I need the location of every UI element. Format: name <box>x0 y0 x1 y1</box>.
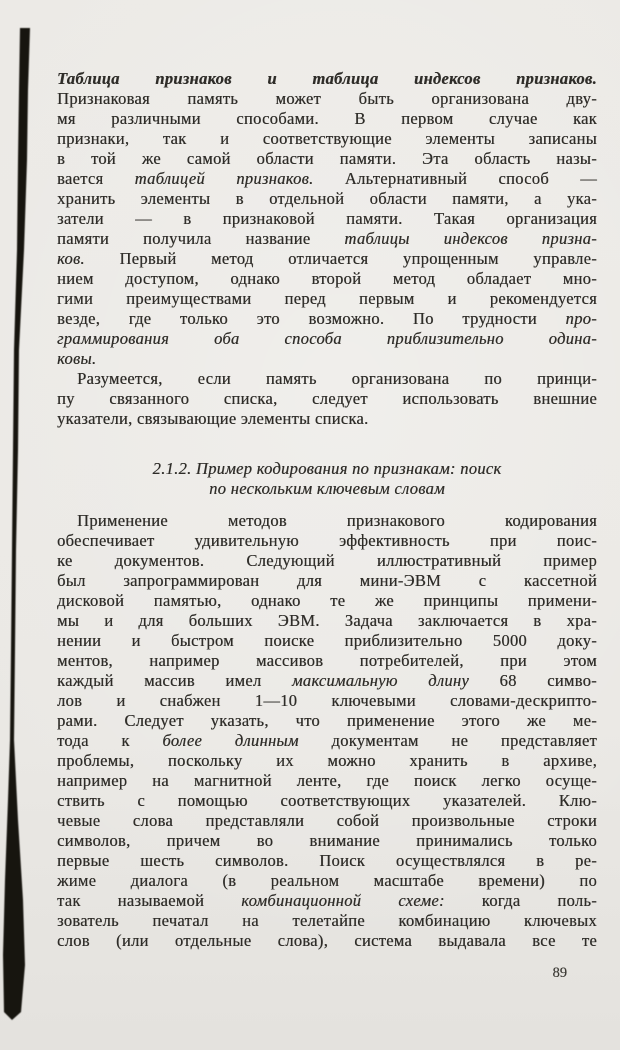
text-line <box>57 731 597 751</box>
text-line <box>57 711 597 731</box>
text-segment: Применение методов признакового кодирования <box>77 511 597 530</box>
text-segment: Альтернативный способ — <box>313 169 597 188</box>
text-line <box>57 249 597 269</box>
text-segment: слов (или отдельные слова), система выдавала все те <box>57 931 597 950</box>
text-segment: например на магнитной ленте, где поиск легко осуще- <box>57 771 597 790</box>
text-line <box>57 551 597 571</box>
text-line <box>57 771 597 791</box>
text-line <box>57 591 597 611</box>
text-line <box>57 209 597 229</box>
text-segment: ствить с помощью соответствующих указателей. Клю- <box>57 791 597 810</box>
text-segment: везде, где только это возможно. По трудности <box>57 309 566 328</box>
page-text-column <box>57 69 597 951</box>
heading-line <box>57 459 597 479</box>
book-gutter-shadow-icon <box>0 0 40 1050</box>
text-segment: ков. <box>57 249 85 268</box>
text-segment: ментов, например массивов потребителей, при этом <box>57 651 597 670</box>
text-segment: максимальную длину <box>291 671 469 690</box>
text-segment: дисковой памятью, однако те же принципы примени- <box>57 591 597 610</box>
text-segment: Первый метод отличается упрощенным управле- <box>84 249 597 268</box>
text-segment: затели — в признаковой памяти. Такая организация <box>57 209 597 228</box>
text-segment: ковы. <box>57 349 97 368</box>
text-segment: более длинным <box>162 731 299 750</box>
text-segment: рами. Следует указать, что применение этого же ме- <box>57 711 597 730</box>
text-line <box>57 389 597 409</box>
text-segment: проблемы, поскольку их можно хранить в архиве, <box>57 751 597 770</box>
text-line <box>57 269 597 289</box>
text-line <box>57 149 597 169</box>
text-line <box>57 309 597 329</box>
text-line <box>57 911 597 931</box>
text-segment: документам не представляет <box>298 731 597 750</box>
text-line <box>57 671 597 691</box>
text-segment: нием доступом, однако второй метод обладает мно- <box>57 269 597 288</box>
text-segment: чевые слова представляли собой произвольные строки <box>57 811 597 830</box>
text-line <box>57 511 597 531</box>
text-segment: пу связанного списка, следует использовать внешние <box>57 389 597 408</box>
text-line <box>57 329 597 349</box>
text-line <box>57 631 597 651</box>
section-heading <box>57 459 597 499</box>
text-segment: 2.1.2. Пример кодирования по признакам: поиск <box>152 459 502 478</box>
paragraph-3 <box>57 511 597 951</box>
text-segment: указатели, связывающие элементы списка. <box>57 409 369 428</box>
text-segment: признаки, так и соответствующие элементы записаны <box>57 129 597 148</box>
text-line <box>57 89 597 109</box>
text-segment: мя различными способами. В первом случае как <box>57 109 597 128</box>
text-segment: Разумеется, если память организована по принци- <box>77 369 597 388</box>
text-line <box>57 531 597 551</box>
text-line <box>57 931 597 951</box>
text-segment: был запрограммирован для мини-ЭВМ с кассетной <box>57 571 597 590</box>
text-line <box>57 651 597 671</box>
text-line <box>57 691 597 711</box>
page-number: 89 <box>552 965 567 981</box>
text-line <box>57 129 597 149</box>
text-line <box>57 409 597 429</box>
text-line <box>57 369 597 389</box>
paragraph-2 <box>57 369 597 429</box>
text-line <box>57 611 597 631</box>
text-segment: когда поль- <box>444 891 597 910</box>
text-segment: про- <box>565 309 597 328</box>
text-line <box>57 189 597 209</box>
text-line <box>57 169 597 189</box>
text-line <box>57 831 597 851</box>
text-line <box>57 69 597 89</box>
text-segment: каждый массив имел <box>57 671 292 690</box>
paragraph-1 <box>57 69 597 369</box>
text-segment: гими преимуществами перед первым и рекомендуется <box>57 289 597 308</box>
text-line <box>57 109 597 129</box>
text-segment: таблицей признаков. <box>134 169 314 188</box>
text-segment: жиме диалога (в реальном масштабе времени) по <box>57 871 597 890</box>
text-segment: первые шесть символов. Поиск осуществлялся в ре- <box>57 851 597 870</box>
text-segment: по нескольким ключевым словам <box>209 479 445 498</box>
text-segment: мы и для больших ЭВМ. Задача заключается в хра- <box>57 611 597 630</box>
text-segment: граммирования оба способа приблизительно одина- <box>57 329 597 348</box>
text-line <box>57 791 597 811</box>
text-segment: в той же самой области памяти. Эта область назы- <box>57 149 597 168</box>
text-line <box>57 229 597 249</box>
text-segment: таблицы индексов призна- <box>344 229 597 248</box>
text-segment: зователь печатал на телетайпе комбинацию ключевых <box>57 911 597 930</box>
text-segment: комбинационной схеме: <box>241 891 445 910</box>
text-segment: вается <box>57 169 135 188</box>
text-segment: лов и снабжен 1—10 ключевыми словами-дескрипто- <box>57 691 597 710</box>
text-line <box>57 871 597 891</box>
text-segment: хранить элементы в отдельной области памяти, а ука- <box>57 189 597 208</box>
text-line <box>57 851 597 871</box>
text-line <box>57 571 597 591</box>
text-line <box>57 891 597 911</box>
text-line <box>57 751 597 771</box>
text-segment: ке документов. Следующий иллюстративный пример <box>57 551 597 570</box>
text-segment: Признаковая память может быть организована дву- <box>57 89 597 108</box>
text-segment: Таблица признаков и таблица индексов признаков. <box>57 69 597 88</box>
text-line <box>57 349 597 369</box>
heading-line <box>57 479 597 499</box>
text-segment: символов, причем во внимание принимались только <box>57 831 597 850</box>
text-segment: 68 симво- <box>468 671 597 690</box>
text-line <box>57 811 597 831</box>
text-line <box>57 289 597 309</box>
text-segment: тода к <box>57 731 163 750</box>
text-segment: обеспечивает удивительную эффективность при поис- <box>57 531 597 550</box>
text-segment: так называемой <box>57 891 242 910</box>
text-segment: памяти получила название <box>57 229 345 248</box>
text-segment: нении и быстром поиске приблизительно 5000 доку- <box>57 631 597 650</box>
